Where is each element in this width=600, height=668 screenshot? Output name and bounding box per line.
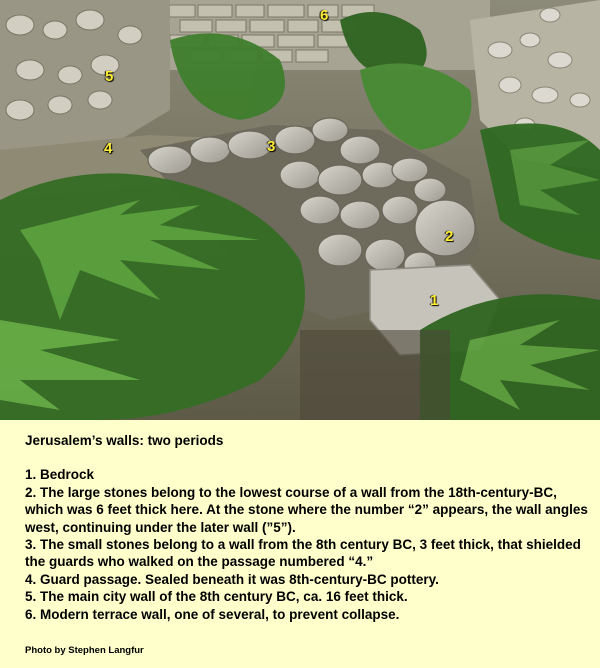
caption-item-5: 5. The main city wall of the 8th century BC, ca. 16 feet thick. (25, 589, 408, 605)
marker-3-small-wall: 3 (267, 138, 276, 155)
shadowed-ground (300, 330, 450, 420)
caption-item-3: 3. The small stones belong to a wall from the 8th century BC, 3 feet thick, that shielded the guards who walked on the passage numbered “4.” (25, 537, 581, 570)
marker-4-guard-passage: 4 (104, 140, 113, 157)
photo-credit: Photo by Stephen Langfur (25, 645, 144, 656)
marker-5-city-wall: 5 (105, 68, 114, 85)
caption-item-2: 2. The large stones belong to the lowest course of a wall from the 18th-century-BC, which was 6 feet thick here. At the stone where the number “2” appears, the wall angles west, continuing under the later wall (”5”). (25, 484, 588, 535)
marker-6-terrace-wall: 6 (320, 7, 329, 24)
caption-item-6: 6. Modern terrace wall, one of several, to prevent collapse. (25, 606, 400, 622)
caption-title: Jerusalem’s walls: two periods (25, 433, 224, 448)
caption (25, 432, 590, 623)
caption-item-4: 4. Guard passage. Sealed beneath it was 8th-century-BC pottery. (25, 571, 439, 587)
caption-item-1: 1. Bedrock (25, 467, 95, 483)
marker-2-old-wall: 2 (445, 228, 454, 245)
marker-1-bedrock: 1 (430, 292, 439, 309)
